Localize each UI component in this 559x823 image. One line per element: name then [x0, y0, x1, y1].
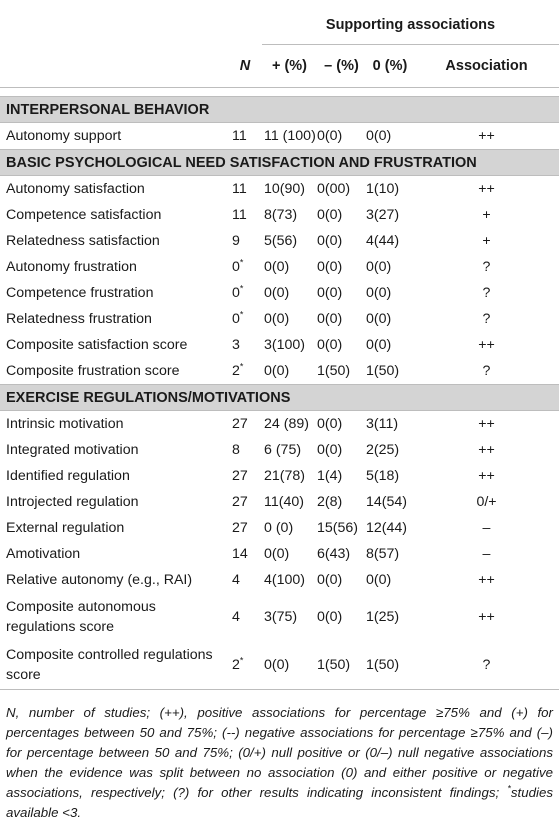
section-header — [0, 97, 559, 123]
cell-negative: 0(0) — [317, 311, 343, 327]
cell-n-value: 27 — [232, 416, 248, 432]
cell-n-value: 11 — [232, 181, 247, 197]
footnote-text: N, number of studies; (++), positive associations for percentage ≥75% and (+) for percentages between 50 and 75%; (--) negative associations for percentage ≥75% and (–) for percentage between 50 and 75%; (0/+) null positive or (0/–) null negative associations when the evidence was split between no association (0) and either positive or negative associations, respectively; (?) for other results indicating inconsistent findings; — [6, 705, 553, 800]
cell-negative: 0(0) — [317, 207, 343, 223]
cell-association: ? — [482, 259, 491, 275]
cell-null: 5(18) — [366, 468, 400, 484]
cell-null: 0(0) — [366, 337, 392, 353]
cell-positive: 0(0) — [264, 363, 290, 379]
table-row — [0, 567, 559, 593]
cell-n — [228, 641, 262, 690]
table-row — [0, 306, 559, 332]
table-row — [0, 437, 559, 463]
cell-n — [228, 332, 262, 358]
row-label: External regulation — [6, 520, 125, 536]
column-header-row — [0, 45, 559, 88]
cell-negative: 0(0) — [317, 285, 343, 301]
cell-association: + — [482, 233, 491, 249]
table-row — [0, 228, 559, 254]
row-label: Amotivation — [6, 546, 81, 562]
cell-n — [228, 280, 262, 306]
cell-association: ? — [414, 641, 559, 690]
cell-negative: 2(8) — [317, 494, 343, 510]
group-header-row — [0, 0, 559, 45]
cell-positive: 0(0) — [264, 259, 290, 275]
cell-positive: 6 (75) — [264, 442, 302, 458]
cell-negative: 1(50) — [317, 641, 366, 690]
cell-n-value: 9 — [232, 233, 240, 249]
table-row — [0, 463, 559, 489]
cell-null: 1(25) — [366, 609, 400, 625]
cell-negative: 0(00) — [317, 181, 351, 197]
cell-positive: 11 (100) — [264, 128, 316, 144]
cell-null: 1(50) — [366, 641, 414, 690]
cell-null: 1(50) — [366, 363, 400, 379]
cell-n-star: * — [239, 283, 244, 294]
cell-null: 8(57) — [366, 546, 400, 562]
supporting-associations-header: Supporting associations — [262, 0, 559, 45]
table-row — [0, 541, 559, 567]
row-label: Identified regulation — [6, 468, 130, 484]
row-label: Relatedness frustration — [6, 311, 152, 327]
cell-association: ++ — [478, 468, 495, 484]
section-title: BASIC PSYCHOLOGICAL NEED SATISFACTION AND FRUSTRATION — [0, 150, 559, 176]
cell-n — [228, 437, 262, 463]
cell-negative: 1(4) — [317, 468, 343, 484]
cell-positive: 8(73) — [264, 207, 298, 223]
section-title: INTERPERSONAL BEHAVIOR — [0, 97, 559, 123]
cell-positive: 0(0) — [262, 641, 317, 690]
cell-n-value: 4 — [232, 572, 240, 588]
table-row — [0, 411, 559, 438]
cell-association: ++ — [478, 181, 495, 197]
cell-positive: 0(0) — [264, 311, 290, 327]
cell-negative: 0(0) — [317, 259, 343, 275]
cell-n — [228, 463, 262, 489]
cell-n — [228, 593, 262, 641]
col-header-n: N — [239, 57, 251, 74]
cell-null: 14(54) — [366, 494, 408, 510]
section-header — [0, 385, 559, 411]
cell-negative: 0(0) — [317, 609, 343, 625]
cell-n-value: 14 — [232, 546, 248, 562]
col-header-null: 0 (%) — [372, 58, 408, 74]
cell-positive: 24 (89) — [264, 416, 309, 432]
table-row — [0, 641, 559, 690]
section-title: EXERCISE REGULATIONS/MOTIVATIONS — [0, 385, 559, 411]
cell-negative: 0(0) — [317, 416, 343, 432]
row-label: Introjected regulation — [6, 494, 139, 510]
cell-negative: 6(43) — [317, 546, 351, 562]
cell-n-value: 27 — [232, 520, 248, 536]
cell-association: + — [482, 207, 491, 223]
cell-n-value: 2 — [232, 363, 240, 379]
row-label: Relatedness satisfaction — [6, 233, 160, 249]
cell-positive: 11(40) — [264, 494, 304, 510]
cell-n — [228, 541, 262, 567]
cell-n — [228, 176, 262, 203]
row-label: Integrated motivation — [6, 442, 139, 458]
cell-association: ++ — [478, 416, 495, 432]
cell-positive: 0(0) — [264, 546, 290, 562]
table-body — [0, 97, 559, 690]
cell-association: ++ — [478, 337, 495, 353]
cell-null: 1(10) — [366, 181, 400, 197]
row-label: Relative autonomy (e.g., RAI) — [6, 572, 193, 588]
cell-n-value: 0 — [232, 285, 240, 301]
table-row — [0, 123, 559, 150]
cell-positive: 21(78) — [264, 468, 306, 484]
table-row — [0, 515, 559, 541]
cell-n — [228, 202, 262, 228]
table-row — [0, 489, 559, 515]
section-header — [0, 150, 559, 176]
cell-null: 3(11) — [366, 416, 399, 432]
row-label: Autonomy frustration — [6, 259, 137, 275]
cell-n — [228, 228, 262, 254]
cell-association: – — [482, 520, 491, 536]
table-row — [0, 280, 559, 306]
cell-n-star: * — [239, 309, 244, 320]
cell-association: ? — [482, 285, 491, 301]
cell-n — [228, 515, 262, 541]
cell-positive: 0 (0) — [264, 520, 294, 536]
table-row — [0, 202, 559, 228]
cell-n-value: 27 — [232, 468, 248, 484]
cell-negative: 1(50) — [317, 363, 351, 379]
cell-n-value: 2 — [232, 657, 240, 673]
footnote-star: * — [507, 783, 511, 794]
table-footnote — [6, 703, 553, 823]
cell-n-value: 4 — [232, 609, 240, 625]
cell-association: ? — [482, 363, 491, 379]
col-header-positive: + (%) — [271, 58, 308, 74]
footnote-star-text: studies available <3. — [6, 785, 553, 820]
cell-n-value: 11 — [232, 207, 247, 223]
cell-negative: 0(0) — [317, 337, 343, 353]
cell-positive: 10(90) — [264, 181, 306, 197]
cell-null: 12(44) — [366, 520, 408, 536]
cell-null: 3(27) — [366, 207, 400, 223]
cell-positive: 0(0) — [264, 285, 290, 301]
cell-null: 0(0) — [366, 128, 392, 144]
cell-n-value: 0 — [232, 259, 240, 275]
cell-association: 0/+ — [476, 494, 497, 510]
cell-n-value: 0 — [232, 311, 240, 327]
cell-association: ++ — [478, 609, 495, 625]
cell-n — [228, 123, 262, 150]
cell-positive: 3(100) — [264, 337, 306, 353]
cell-n — [228, 358, 262, 385]
row-label: Competence satisfaction — [6, 207, 162, 223]
cell-null: 0(0) — [366, 311, 392, 327]
row-label: Autonomy satisfaction — [6, 181, 145, 197]
cell-null: 0(0) — [366, 572, 392, 588]
cell-n — [228, 411, 262, 438]
cell-negative: 0(0) — [317, 442, 343, 458]
cell-n-value: 11 — [232, 128, 247, 144]
cell-n — [228, 489, 262, 515]
cell-n-value: 8 — [232, 442, 240, 458]
cell-n-star: * — [239, 655, 244, 666]
cell-n-star: * — [239, 361, 244, 372]
cell-negative: 0(0) — [317, 233, 343, 249]
cell-negative: 0(0) — [317, 572, 343, 588]
row-label: Composite frustration score — [6, 363, 180, 379]
cell-association: ++ — [478, 128, 495, 144]
table-row — [0, 332, 559, 358]
cell-negative: 15(56) — [317, 520, 359, 536]
table-row — [0, 176, 559, 203]
table-row — [0, 358, 559, 385]
table-row — [0, 254, 559, 280]
col-header-negative: – (%) — [324, 58, 359, 74]
cell-n-value: 27 — [232, 494, 248, 510]
cell-association: – — [482, 546, 491, 562]
col-header-association: Association — [445, 58, 528, 74]
cell-n-star: * — [239, 257, 244, 268]
cell-positive: 5(56) — [264, 233, 298, 249]
cell-n — [228, 254, 262, 280]
row-label: Composite controlled regulations score — [0, 641, 228, 690]
cell-null: 4(44) — [366, 233, 400, 249]
cell-null: 0(0) — [366, 259, 392, 275]
cell-n — [228, 306, 262, 332]
cell-association: ? — [482, 311, 491, 327]
row-label: Composite autonomous regulations score — [6, 599, 156, 635]
cell-n-value: 3 — [232, 337, 240, 353]
cell-association: ++ — [478, 442, 495, 458]
cell-null: 0(0) — [366, 285, 392, 301]
cell-association: ++ — [478, 572, 495, 588]
row-label: Composite satisfaction score — [6, 337, 188, 353]
row-label: Competence frustration — [6, 285, 154, 301]
table-row — [0, 593, 559, 641]
cell-null: 2(25) — [366, 442, 400, 458]
row-label: Autonomy support — [6, 128, 122, 144]
row-label: Intrinsic motivation — [6, 416, 124, 432]
cell-negative: 0(0) — [317, 128, 343, 144]
cell-n — [228, 567, 262, 593]
cell-positive: 4(100) — [264, 572, 306, 588]
cell-positive: 3(75) — [264, 609, 298, 625]
